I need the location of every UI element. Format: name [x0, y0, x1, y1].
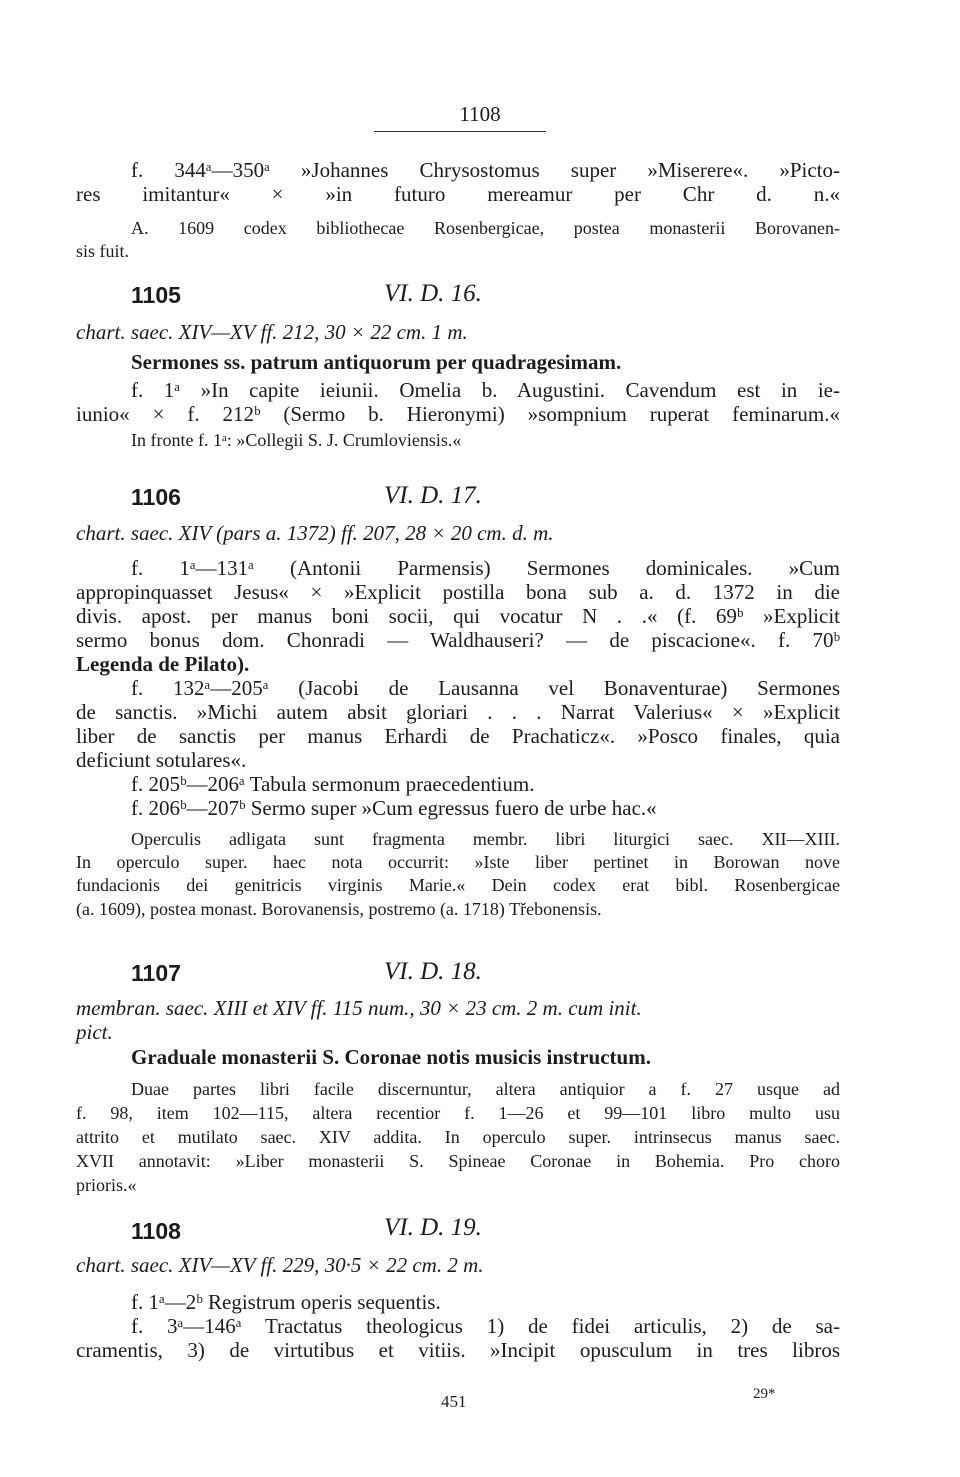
text-1108-line-1: f. 1ᵃ—2ᵇ Registrum operis sequentis. [131, 1290, 441, 1314]
entry-number-1107: 1107 [131, 960, 181, 986]
text-1106-line-4: sermo bonus dom. Chonradi — Waldhauseri? — de piscacione«. f. 70ᵇ [76, 628, 840, 652]
description-1108: chart. saec. XIV—XV ff. 229, 30·5 × 22 cm. 2 m. [76, 1253, 484, 1277]
note-1107-line-4: XVII annotavit: »Liber monasterii S. Spineae Coronae in Bohemia. Pro choro [76, 1151, 840, 1171]
text-1106-line-7: de sanctis. »Michi autem absit gloriari . . . Narrat Valerius« × »Explicit [76, 700, 840, 724]
top-note-line-1: A. 1609 codex bibliothecae Rosenbergicae, postea monasterii Borovanen- [131, 218, 840, 238]
note-1106-line-2: In operculo super. haec nota occurrit: »Iste liber pertinet in Borowan nove [76, 852, 840, 872]
text-1106-line-11: f. 206ᵇ—207ᵇ Sermo super »Cum egressus fuero de urbe hac.« [131, 796, 657, 820]
text-1105-line-1: f. 1ᵃ »In capite ieiunii. Omelia b. Augustini. Cavendum est in ie- [131, 378, 840, 402]
signature-mark: 29* [753, 1386, 776, 1402]
note-1106-line-3: fundacionis dei genitricis virginis Marie.« Dein codex erat bibl. Rosenbergicae [76, 875, 840, 895]
top-line-1: f. 344ᵃ—350ᵃ »Johannes Chrysostomus super »Miserere«. »Picto- [131, 158, 840, 182]
note-1106-line-1: Operculis adligata sunt fragmenta membr. libri liturgici saec. XII—XIII. [131, 829, 840, 849]
note-1107-line-3: attrito et mutilato saec. XIV addita. In operculo super. intrinsecus manus saec. [76, 1127, 840, 1147]
top-note-line-2: sis fuit. [76, 241, 130, 261]
entry-number-1108: 1108 [131, 1218, 181, 1244]
description-1105: chart. saec. XIV—XV ff. 212, 30 × 22 cm. 1 m. [76, 320, 468, 344]
text-1108-line-2: f. 3ᵃ—146ᵃ Tractatus theologicus 1) de fidei articulis, 2) de sa- [131, 1314, 840, 1338]
text-1106-line-5: Legenda de Pilato). [76, 652, 250, 676]
page-number: 451 [441, 1392, 467, 1411]
note-1107-line-2: f. 98, item 102—115, altera recentior f. 1—26 et 99—101 libro multo usu [76, 1103, 840, 1123]
text-1106-line-3: divis. apost. per manus boni socii, qui vocatur N . .« (f. 69ᵇ »Explicit [76, 604, 840, 628]
text-1106-line-1: f. 1ᵃ—131ᵃ (Antonii Parmensis) Sermones dominicales. »Cum [131, 556, 840, 580]
running-header: 1108 [459, 102, 501, 126]
text-1106-line-8: liber de sanctis per manus Erhardi de Prachaticz«. »Posco finales, quia [76, 724, 840, 748]
description-1106: chart. saec. XIV (pars a. 1372) ff. 207, 28 × 20 cm. d. m. [76, 521, 554, 545]
shelfmark-1108: VI. D. 19. [384, 1214, 482, 1241]
description-1107-line-2: pict. [76, 1020, 113, 1044]
note-1107-line-1: Duae partes libri facile discernuntur, altera antiquior a f. 27 usque ad [131, 1079, 840, 1099]
text-1108-line-3: cramentis, 3) de virtutibus et vitiis. »Incipit opusculum in tres libros [76, 1338, 840, 1362]
shelfmark-1106: VI. D. 17. [384, 482, 482, 509]
text-1106-line-6: f. 132ᵃ—205ᵃ (Jacobi de Lausanna vel Bonaventurae) Sermones [131, 676, 840, 700]
description-1107-line-1: membran. saec. XIII et XIV ff. 115 num., 30 × 23 cm. 2 m. cum init. [76, 996, 642, 1020]
text-1106-line-9: deficiunt sotulares«. [76, 748, 247, 772]
text-1105-line-2: iunio« × f. 212ᵇ (Sermo b. Hieronymi) »sompnium ruperat feminarum.« [76, 402, 840, 426]
title-1105: Sermones ss. patrum antiquorum per quadragesimam. [131, 350, 622, 374]
note-1105: In fronte f. 1ᵃ: »Collegii S. J. Crumloviensis.« [131, 430, 462, 450]
entry-number-1106: 1106 [131, 484, 181, 510]
shelfmark-1105: VI. D. 16. [384, 280, 482, 307]
note-1106-line-4: (a. 1609), postea monast. Borovanensis, postremo (a. 1718) Třebonensis. [76, 899, 602, 919]
title-1107: Graduale monasterii S. Coronae notis musicis instructum. [131, 1045, 651, 1069]
header-rule [374, 131, 546, 132]
text-1106-line-2: appropinquasset Jesus« × »Explicit postilla bona sub a. d. 1372 in die [76, 580, 840, 604]
top-line-2: res imitantur« × »in futuro mereamur per Chr d. n.« [76, 182, 840, 206]
note-1107-line-5: prioris.« [76, 1175, 137, 1195]
entry-number-1105: 1105 [131, 282, 181, 308]
text-1106-line-10: f. 205ᵇ—206ᵃ Tabula sermonum praecedentium. [131, 772, 535, 796]
shelfmark-1107: VI. D. 18. [384, 958, 482, 985]
